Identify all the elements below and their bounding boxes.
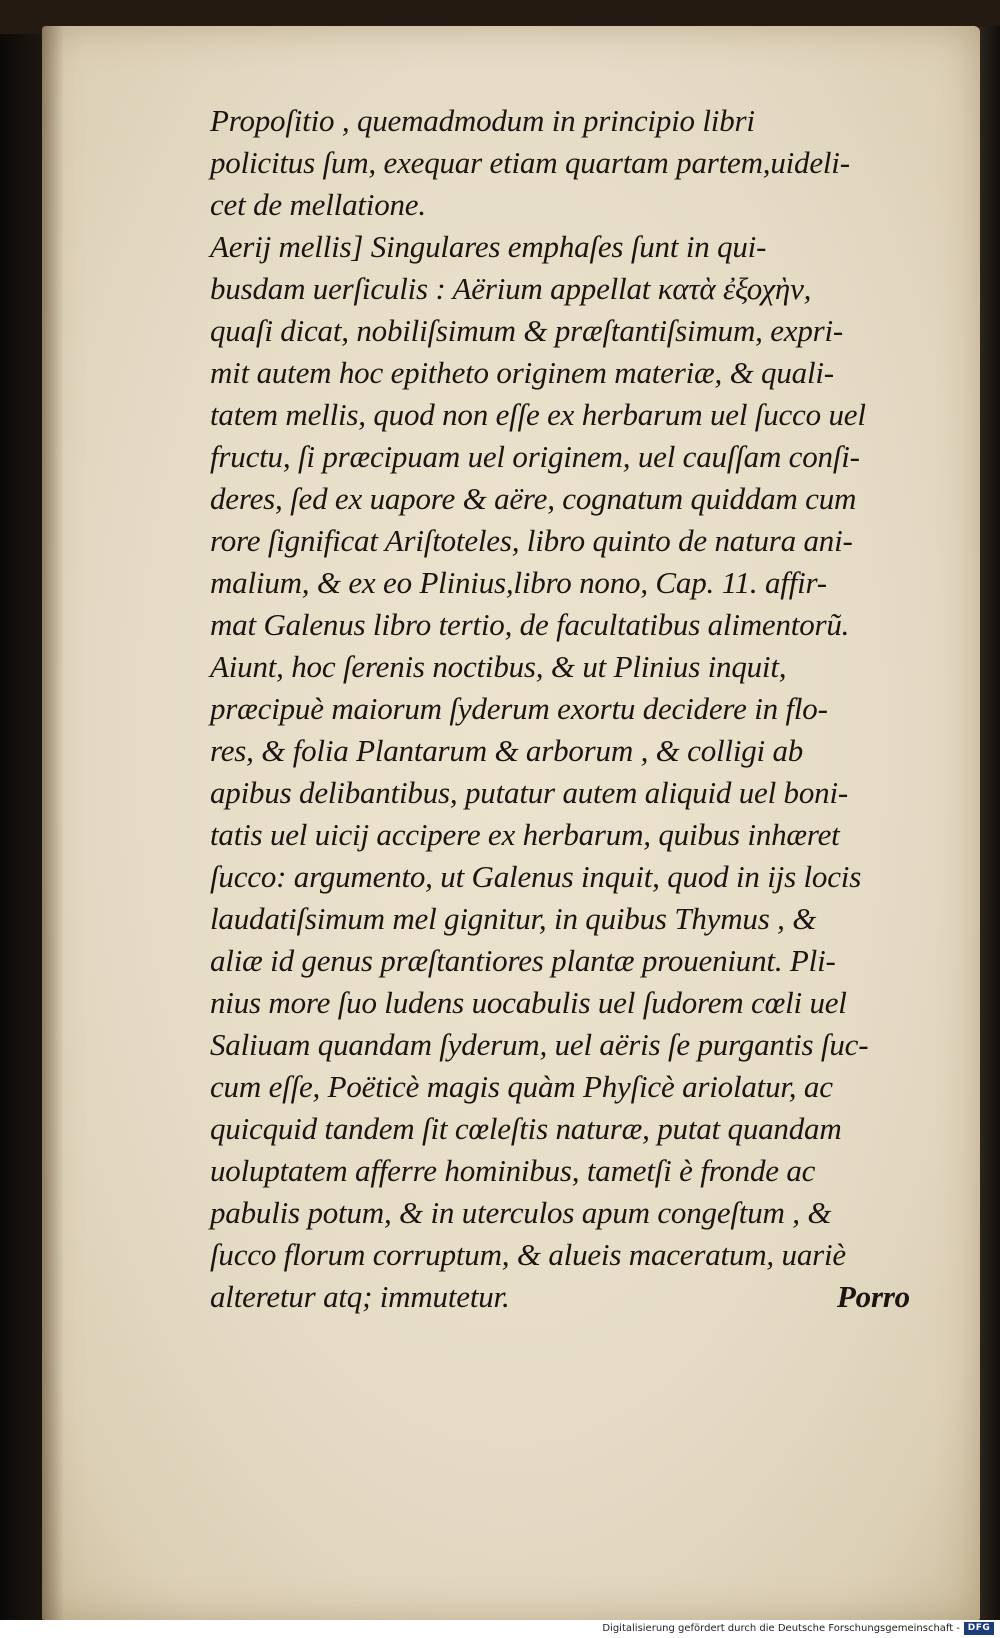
book-page (42, 26, 980, 1620)
text-line: rore ſignificat Ariſtoteles, libro quinto de natura ani- (210, 523, 853, 558)
dfg-logo: DFG (964, 1622, 994, 1635)
text-line: apibus delibantibus, putatur autem aliquid uel boni- (210, 775, 848, 810)
digitization-credit: Digitalisierung gefördert durch die Deutsche Forschungsgemeinschaft - (602, 1623, 960, 1634)
text-line: deres, ſed ex uapore & aëre, cognatum quiddam cum (210, 481, 857, 516)
text-line: mat Galenus libro tertio, de facultatibus alimentorũ. (210, 607, 850, 642)
text-line: ſucco florum corruptum, & alueis maceratum, uariè (210, 1237, 846, 1272)
catchword: Porro (836, 1279, 910, 1314)
text-line: uoluptatem afferre hominibus, tametſi è fronde ac (210, 1153, 816, 1188)
text-line: res, & folia Plantarum & arborum , & colligi ab (210, 733, 804, 768)
text-line: tatem mellis, quod non eſſe ex herbarum uel ſucco uel (210, 397, 866, 432)
text-line: quicquid tandem ſit cœleſtis naturæ, putat quandam (210, 1111, 842, 1146)
text-line: Aiunt, hoc ſerenis noctibus, & ut Plinius inquit, (210, 649, 787, 684)
spine-shadow (42, 26, 64, 1620)
text-line: nius more ſuo ludens uocabulis uel ſudorem cœli uel (210, 985, 847, 1020)
text-line: alteretur atq; immutetur. Porro (210, 1276, 910, 1318)
text-line: cet de mellatione. (210, 187, 426, 222)
text-line: mit autem hoc epitheto originem materiæ, & quali- (210, 355, 834, 390)
text-line: cum eſſe, Poëticè magis quàm Phyſicè ariolatur, ac (210, 1069, 833, 1104)
scan-right-edge (980, 26, 1000, 1620)
text-line: pabulis potum, & in uterculos apum congeſtum , & (210, 1195, 832, 1230)
text-line: ſucco: argumento, ut Galenus inquit, quod in ijs locis (210, 859, 862, 894)
text-line: tatis uel uicij accipere ex herbarum, quibus inhæret (210, 817, 840, 852)
text-line: policitus ſum, exequar etiam quartam partem,uideli- (210, 145, 850, 180)
text-line: Propoſitio , quemadmodum in principio libri (210, 103, 755, 138)
text-line: quaſi dicat, nobiliſsimum & præſtantiſsimum, expri- (210, 313, 844, 348)
text-line: aliæ id genus præſtantiores plantæ proueniunt. Pli- (210, 943, 836, 978)
text-line: busdam uerſiculis : Aërium appellat κατὰ ἐξοχὴν, (210, 271, 812, 306)
text-line: fructu, ſi præcipuam uel originem, uel cauſſam conſi- (210, 439, 860, 474)
text-line: præcipuè maiorum ſyderum exortu decidere in flo- (210, 691, 828, 726)
text-line: Aerij mellis] Singulares emphaſes ſunt in qui- (210, 229, 767, 264)
text-line: malium, & ex eo Plinius,libro nono, Cap. 11. affir- (210, 565, 827, 600)
text-line: laudatiſsimum mel gignitur, in quibus Thymus , & (210, 901, 817, 936)
text-line: Saliuam quandam ſyderum, uel aëris ſe purgantis ſuc- (210, 1027, 869, 1062)
